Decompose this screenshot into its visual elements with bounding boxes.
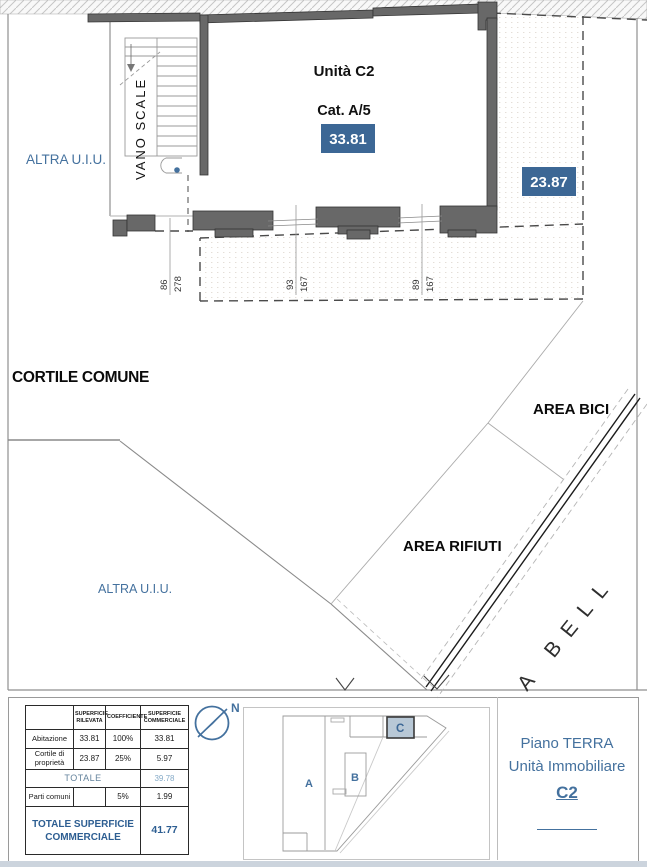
main-area-value: 33.81 — [329, 131, 367, 148]
cell-coeff: 25% — [106, 749, 141, 770]
row-label: Parti comuni — [26, 788, 74, 807]
summary-table-wrap — [25, 705, 189, 855]
area-rifiuti-label: AREA RIFIUTI — [403, 538, 502, 555]
grand-total-label: TOTALE SUPERFICIE COMMERCIALE — [26, 807, 141, 855]
table-row — [26, 730, 189, 749]
row-label: Cortile di proprietà — [26, 749, 74, 770]
table-row — [26, 749, 189, 770]
col-header-rilevata: SUPERFICIE RILEVATA — [74, 706, 106, 730]
row-label: Abitazione — [26, 730, 74, 749]
north-label: N — [231, 701, 240, 715]
main-area-badge — [321, 124, 375, 153]
unit-label: Unità Immobiliare — [508, 758, 626, 775]
dimension-value: 278 — [173, 276, 184, 292]
unit-title-label: Unità C2 — [313, 63, 375, 80]
staircase — [120, 38, 197, 173]
table-row-totale — [26, 770, 189, 788]
unit-category-label: Cat. A/5 — [317, 103, 371, 119]
street-name-label: A BELL — [513, 570, 621, 696]
table-row-grand-total — [26, 807, 189, 855]
stair-reference-dot — [174, 167, 180, 173]
cell-rilevata: 23.87 — [74, 749, 106, 770]
cell-coeff: 5% — [106, 788, 141, 807]
title-block — [497, 735, 637, 830]
cell-commerciale: 1.99 — [141, 788, 189, 807]
key-plan-label-a: A — [305, 778, 313, 790]
cell-rilevata-empty — [74, 788, 106, 807]
altra-uiu-top-label: ALTRA U.I.U. — [26, 152, 107, 167]
cell-rilevata: 33.81 — [74, 730, 106, 749]
cell-coeff: 100% — [106, 730, 141, 749]
dimension-value: 167 — [425, 276, 436, 292]
area-bici-label: AREA BICI — [533, 401, 610, 418]
dimension-value: 86 — [159, 279, 170, 290]
unit-code: C2 — [556, 783, 578, 802]
table-corner-cell — [26, 706, 74, 730]
dimension-value: 93 — [285, 279, 296, 290]
courtyard-texture — [200, 16, 583, 300]
floor-label: Piano TERRA — [520, 735, 614, 752]
col-header-commerciale: SUPERFICIE COMMERCIALE — [141, 706, 189, 730]
courtyard-area-badge — [522, 167, 576, 196]
totale-label: TOTALE — [26, 770, 141, 788]
totale-value: 39.78 — [141, 770, 189, 788]
vano-scale-label: VANO SCALE — [133, 77, 148, 180]
grand-total-value: 41.77 — [141, 807, 189, 855]
key-plan-frame — [243, 707, 490, 860]
altra-uiu-bottom-label: ALTRA U.I.U. — [98, 582, 173, 596]
dimension-value: 167 — [299, 276, 310, 292]
courtyard-area-value: 23.87 — [530, 174, 568, 191]
page-bottom-edge — [0, 861, 647, 867]
summary-table — [25, 705, 189, 855]
cell-commerciale: 33.81 — [141, 730, 189, 749]
signature-line — [537, 829, 597, 830]
key-plan-label-c: C — [396, 723, 405, 735]
table-row — [26, 788, 189, 807]
col-header-coefficiente: COEFFICIENTE — [106, 706, 141, 730]
cortile-comune-label: CORTILE COMUNE — [12, 369, 150, 386]
key-plan-label-b: B — [351, 772, 359, 784]
cell-commerciale: 5.97 — [141, 749, 189, 770]
dimension-value: 89 — [411, 279, 422, 290]
yard-boundaries — [8, 301, 583, 690]
